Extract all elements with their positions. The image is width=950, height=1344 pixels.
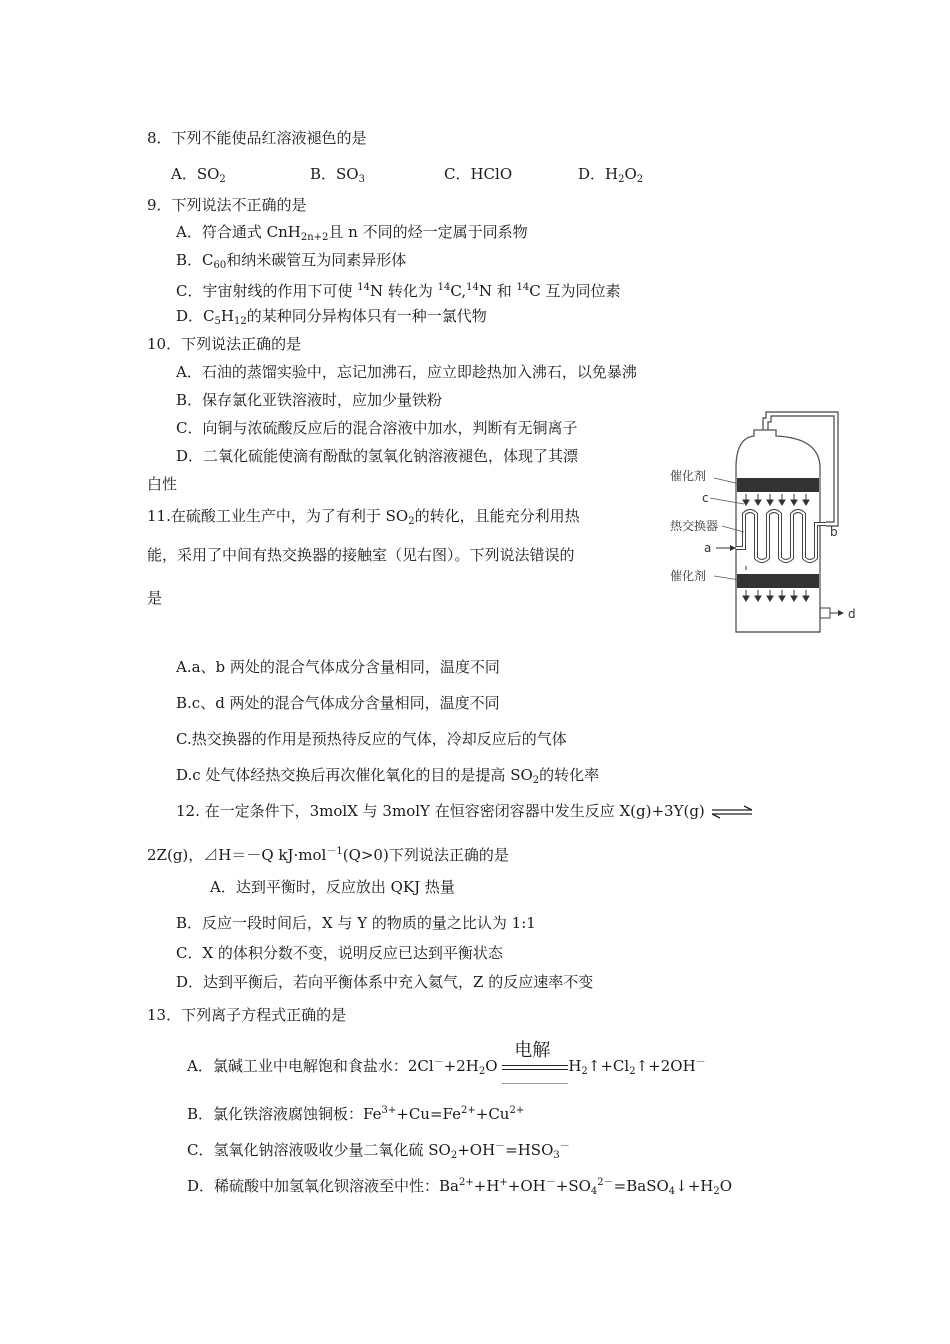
q12-option-a: A．达到平衡时，反应放出 QKJ 热量 bbox=[210, 878, 455, 896]
label-a: a bbox=[704, 541, 712, 555]
q13-stem: 13．下列离子方程式正确的是 bbox=[147, 1006, 347, 1024]
q13-option-c: C．氢氧化钠溶液吸收少量二氧化硫 $SO_2+OH^-=HSO_3^-$ bbox=[187, 1141, 570, 1161]
label-b: b bbox=[830, 525, 838, 539]
equilibrium-arrow-icon bbox=[710, 805, 754, 819]
q13-option-b: B．氯化铁溶液腐蚀铜板：$Fe^{3+}+Cu=Fe^{2+}+Cu^{2+}$ bbox=[187, 1105, 525, 1123]
q9-option-a: A．符合通式 CnH$_{2n+2}$且 n 不同的烃一定属于同系物 bbox=[176, 223, 528, 243]
q11-stem-line2: 能，采用了中间有热交换器的接触室（见右图）。下列说法错误的 bbox=[147, 546, 575, 564]
label-catalyst-1: 催化剂 bbox=[670, 469, 707, 483]
q11-option-c: C.热交换器的作用是预热待反应的气体，冷却反应后的气体 bbox=[176, 730, 567, 748]
q10-option-d-line2: 白性 bbox=[147, 475, 178, 493]
q11-stem-line1: 11.在硫酸工业生产中，为了有利于 $SO_2$的转化，且能充分利用热 bbox=[147, 507, 580, 527]
q11-option-d: D.c 处气体经热交换后再次催化氧化的目的是提高 $SO_2$的转化率 bbox=[176, 766, 600, 786]
q11-option-a: A.a、b 两处的混合气体成分含量相同，温度不同 bbox=[176, 658, 500, 676]
q12-option-b: B．反应一段时间后，X 与 Y 的物质的量之比认为 1:1 bbox=[176, 914, 536, 932]
q12-option-c: C．X 的体积分数不变，说明反应已达到平衡状态 bbox=[176, 944, 503, 962]
q9-option-c: C．宇宙射线的作用下可使 $^{14}$N 转化为 $^{14}$C,$^{14}$N 和 $^{14}$C 互为同位素 bbox=[176, 282, 621, 300]
catalyst-bed-1 bbox=[737, 478, 819, 492]
q12-stem-line2: 2Z(g)，⊿H＝－Q kJ·mol$^{-1}$(Q>0)下列说法正确的是 bbox=[147, 846, 509, 864]
q8-stem: 8．下列不能使品红溶液褪色的是 bbox=[147, 129, 367, 147]
q12-stem-line1: 12. 在一定条件下，3molX 与 3molY 在恒容密闭容器中发生反应 X(g)+3Y(g) bbox=[176, 801, 754, 821]
catalyst-bed-2 bbox=[737, 574, 819, 588]
q9-option-d: D．$C_5H_{12}$的某种同分异构体只有一种一氯代物 bbox=[176, 307, 487, 327]
contact-chamber-diagram bbox=[670, 408, 870, 636]
q10-option-c: C．向铜与浓硫酸反应后的混合溶液中加水，判断有无铜离子 bbox=[176, 419, 578, 437]
q10-option-d-line1: D．二氧化硫能使滴有酚酞的氢氧化钠溶液褪色，体现了其漂 bbox=[176, 447, 579, 465]
electrolysis-label: 电解 bbox=[514, 1040, 551, 1061]
q12-option-d: D．达到平衡后，若向平衡体系中充入氦气，Z 的反应速率不变 bbox=[176, 973, 594, 991]
q8-option-c: C．HClO bbox=[444, 165, 513, 183]
q10-option-b: B．保存氯化亚铁溶液时，应加少量铁粉 bbox=[176, 391, 443, 409]
q13-option-d: D．稀硫酸中加氢氧化钡溶液至中性：$Ba^{2+}+H^++OH^-+SO_4^{2-}=BaSO_4↓+H_2O$ bbox=[187, 1177, 733, 1197]
q13-option-a: A．氯碱工业中电解饱和食盐水：$2Cl^-+2H_2O$ 电解 $H_2↑+Cl_2↑+2OH^-$ bbox=[187, 1053, 706, 1082]
q9-option-b: B．$C_{60}$和纳米碳管互为同素异形体 bbox=[176, 251, 407, 271]
q8-option-d: D．$H_2O_2$ bbox=[578, 165, 644, 185]
label-d: d bbox=[848, 607, 856, 621]
electrolysis-equals-sign bbox=[502, 1040, 568, 1077]
q10-option-a: A．石油的蒸馏实验中，忘记加沸石，应立即趁热加入沸石，以免暴沸 bbox=[176, 363, 637, 381]
label-catalyst-2: 催化剂 bbox=[670, 569, 707, 583]
q8-option-a: A．$SO_2$ bbox=[171, 165, 226, 185]
label-heat-exchanger: 热交换器 bbox=[670, 519, 719, 533]
q10-stem: 10．下列说法正确的是 bbox=[147, 335, 302, 353]
q11-option-b: B.c、d 两处的混合气体成分含量相同，温度不同 bbox=[176, 694, 500, 712]
label-c: c bbox=[702, 491, 709, 505]
q8-option-b: B．$SO_3$ bbox=[310, 165, 365, 185]
q11-stem-line3: 是 bbox=[147, 589, 163, 607]
q9-stem: 9．下列说法不正确的是 bbox=[147, 196, 307, 214]
